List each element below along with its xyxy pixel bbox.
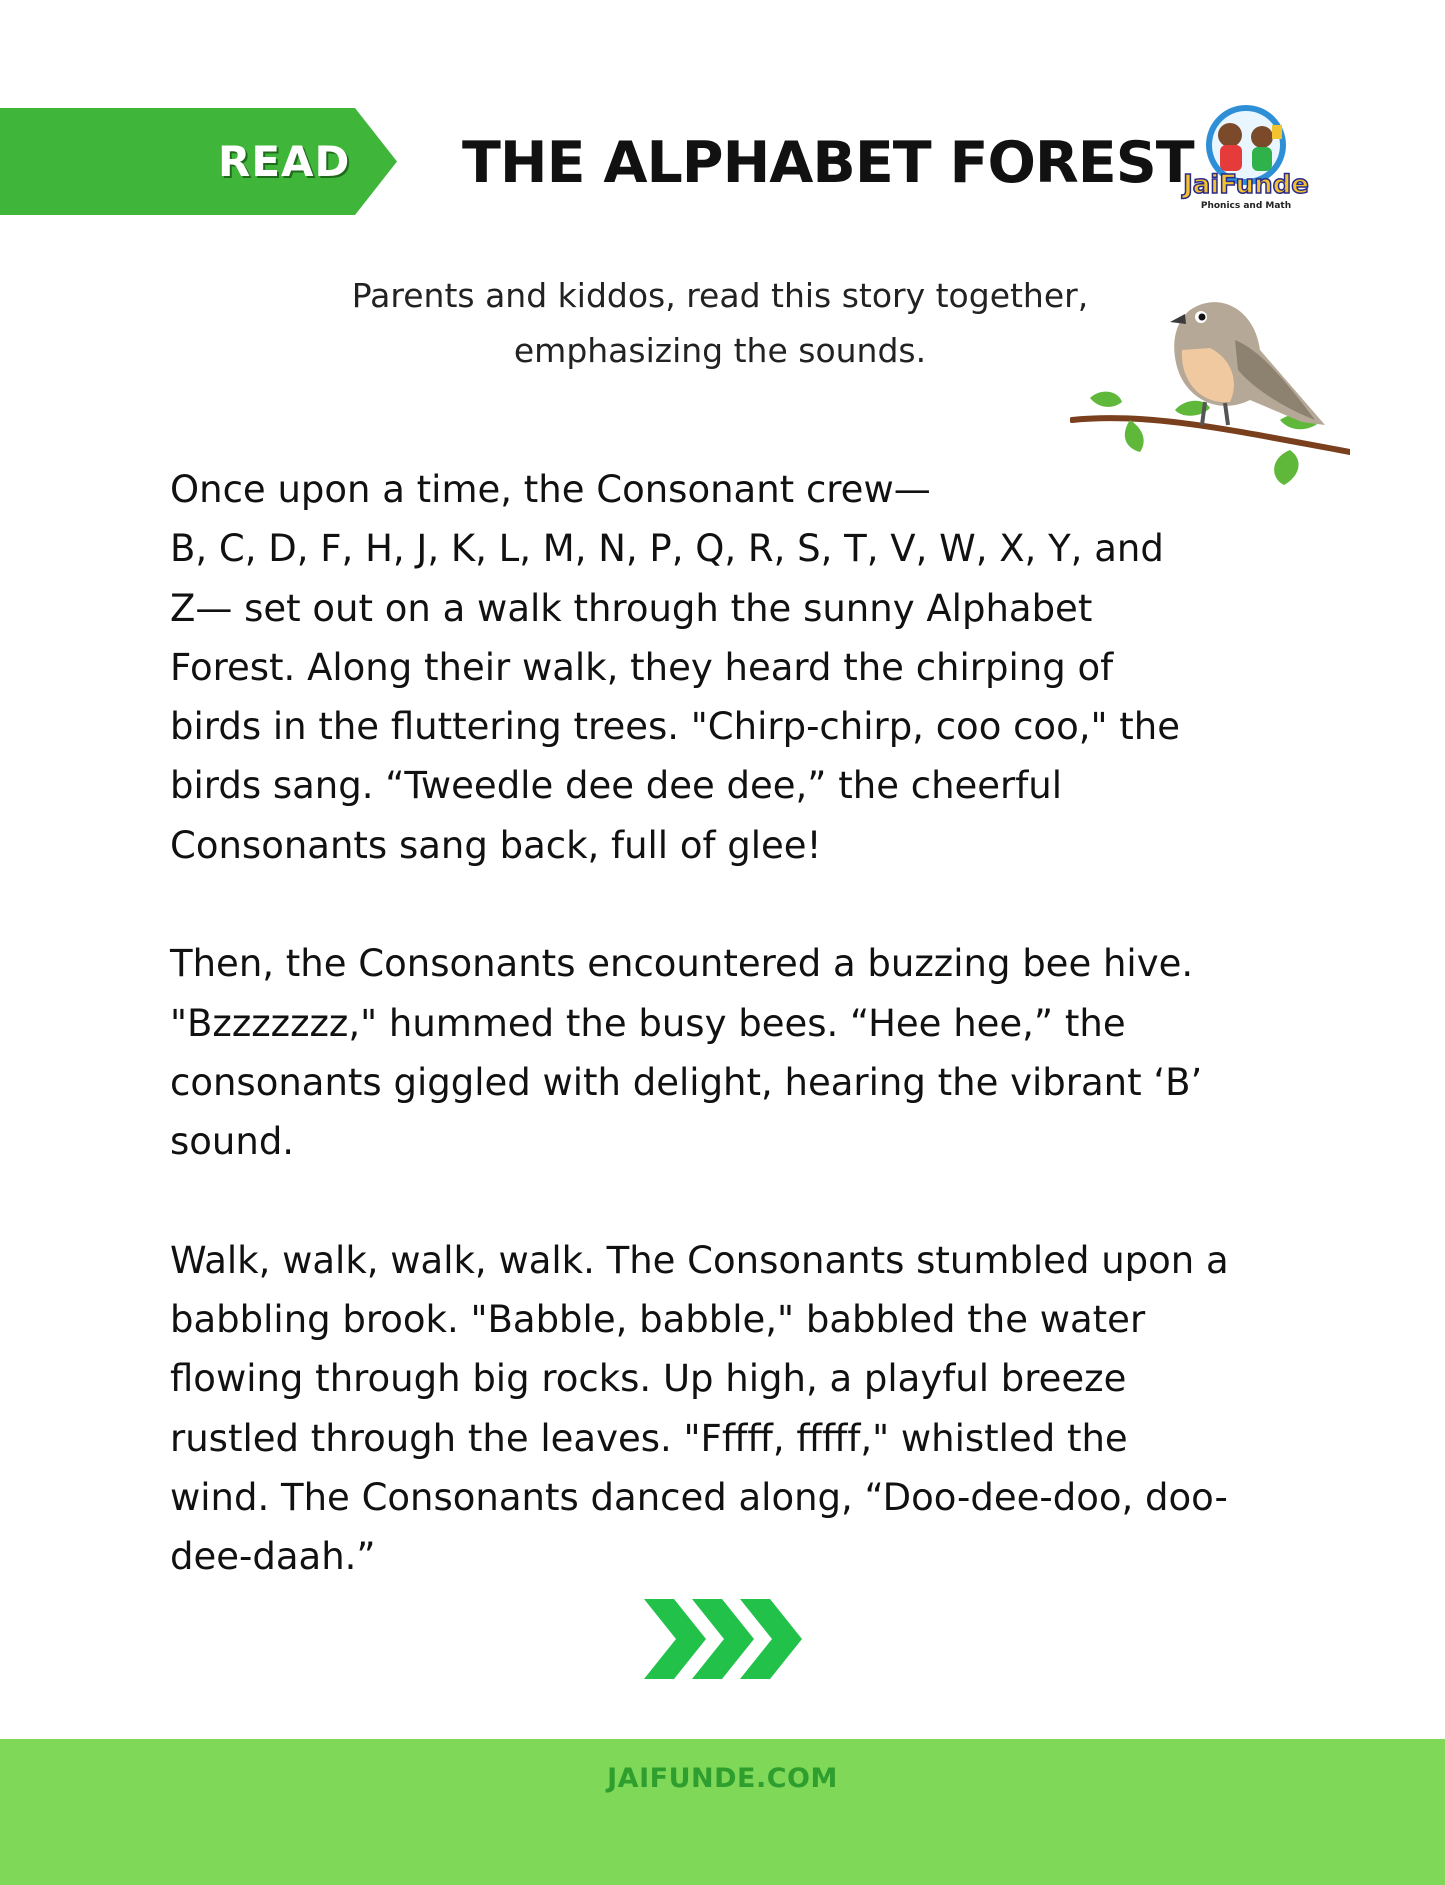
subtitle-line: emphasizing the sounds. — [513, 331, 927, 370]
story-line: flowing through big rocks. Up high, a playful breeze — [170, 1357, 1127, 1401]
subtitle-line: Parents and kiddos, read this story together, — [351, 276, 1089, 315]
story-line: wind. The Consonants danced along, “Doo-dee-doo, doo- — [170, 1476, 1228, 1520]
story-line: Forest. Along their walk, they heard the chirping of — [170, 645, 1114, 689]
story-line: consonants giggled with delight, hearing the vibrant ‘B’ — [170, 1060, 1203, 1104]
story-paragraph — [170, 1231, 1300, 1587]
story-line: birds sang. “Tweedle dee dee dee,” the cheerful — [170, 764, 1063, 808]
story-line: sound. — [170, 1120, 295, 1164]
jaifunde-logo — [1172, 97, 1320, 215]
story-line: Then, the Consonants encountered a buzzing bee hive. — [170, 942, 1194, 986]
logo-tagline: Phonics and Math — [1200, 201, 1292, 211]
story-line: B, C, D, F, H, J, K, L, M, N, P, Q, R, S, T, V, W, X, Y, and — [170, 527, 1164, 571]
story-text — [170, 460, 1300, 1646]
story-line: Consonants sang back, full of glee! — [170, 823, 822, 867]
story-line: Walk, walk, walk, walk. The Consonants stumbled upon a — [170, 1238, 1229, 1282]
story-line: babbling brook. "Babble, babble," babbled the water — [170, 1298, 1146, 1342]
footer-site-link[interactable]: JAIFUNDE.COM — [607, 1763, 838, 1794]
story-line: dee-daah.” — [170, 1535, 376, 1579]
story-line: Once upon a time, the Consonant crew— — [170, 468, 931, 511]
story-paragraph — [170, 934, 1300, 1171]
story-line: "Bzzzzzzz," hummed the busy bees. “Hee hee,” the — [170, 1001, 1126, 1045]
story-paragraph — [170, 460, 1300, 875]
subtitle — [300, 268, 1140, 378]
page-title: THE ALPHABET FOREST — [462, 130, 1194, 196]
story-line: rustled through the leaves. "Fffff, fffff," whistled the — [170, 1416, 1128, 1460]
read-label: READ — [218, 137, 351, 186]
triple-chevron-right-icon[interactable] — [640, 1595, 805, 1683]
story-line: birds in the fluttering trees. "Chirp-chirp, coo coo," the — [170, 705, 1180, 749]
logo-wordmark: JaiFunde — [1183, 170, 1309, 200]
story-line: Z— set out on a walk through the sunny Alphabet — [170, 586, 1093, 630]
